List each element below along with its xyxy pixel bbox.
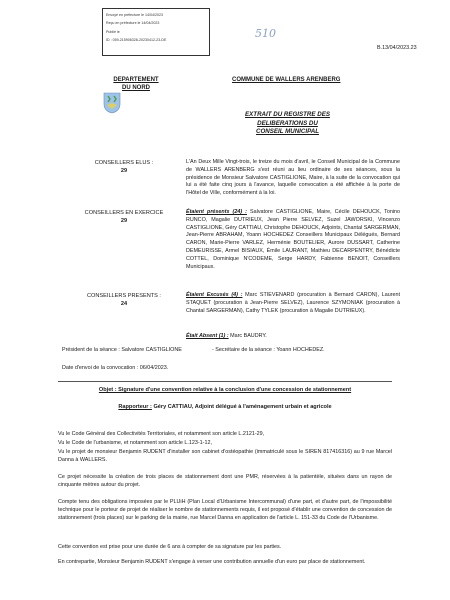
body-paragraph: Vu le Code Général des Collectivités Territoriales, et notamment son article L.2121-29, <box>58 431 265 437</box>
absent-text: Marc BAUDRY. <box>230 333 267 339</box>
absent-paragraph <box>186 333 336 341</box>
presents-label: CONSEILLERS PRESENTS : <box>87 293 161 299</box>
secretary-line: - Secrétaire de la séance : Yoann HOCHEDEZ. <box>212 347 325 353</box>
divider <box>58 381 392 382</box>
exercice-label: CONSEILLERS EN EXERCICE <box>84 210 164 216</box>
rapporteur-line <box>58 404 392 410</box>
body-paragraph: En contrepartie, Monsieur Benjamin RUDENT s'engage à verser une contribution annuelle d'un euro par place de stationnement. <box>58 559 366 565</box>
prefecture-stamp <box>102 8 210 56</box>
extract-title-line-2: CONSEIL MUNICIPAL <box>255 128 320 135</box>
excused-lead: Étaient Excusés (4) : <box>186 292 243 298</box>
absent-lead: Était Absent (1) : <box>186 333 229 339</box>
present-members-text: Salvatore CASTIGLIONE, Maire, Cécile DEHOUCK, Tonino RUNCO, Magalie DUTRIEUX, Jean Pierre SELVEZ, Suzel JAWORSKI, Vincenzo CASTIGLIONE, Géry CATTIAU, Christophe DEHOUCK, Adjoints, Chantal SARGERMAN, Jean-Pierre ABRAHAM, Yoann HOCHEDEZ Conseillers Municipaux Délégués, Bernard CARON, Marie-Pierre VARLEZ, Herménie BOUTELIER, Aurore DUSSART, Catherine DEMEURISSE, Armel BISIAUX, Émile LAURANT, Mathieu DECARPENTRY, Bénédicte COTTEL, Dominique N'CODEME, Serge HARDY, Fabienne BENOIT, Conseillers Municipaux. <box>186 209 401 270</box>
department-line-1: DEPARTEMENT <box>113 77 159 83</box>
exercice-count: 29 <box>120 218 128 224</box>
stamp-line: Reçu en préfecture le 14/04/2023 <box>106 21 160 26</box>
elus-label-block <box>78 159 170 175</box>
session-intro-paragraph: L'An Deux Mille Vingt-trois, le treize du mois d'avril, le Conseil Municipal de la Commune de WALLERS ARENBERG s'est réuni au lieu ordinaire de ses séances, sous la présidence de Monsieur Salvatore CASTIGLIONE, Maire, à la suite de la convocation qui lui a été faite cinq jours à l'avance, laquelle convocation a été affichée à la porte de l'Hôtel de Ville, conformément à la loi. <box>186 159 400 197</box>
elus-count: 29 <box>120 168 128 174</box>
extract-title <box>220 111 355 137</box>
elus-label: CONSEILLERS ELUS : <box>94 160 154 166</box>
present-lead: Étaient présents (24) : <box>186 209 247 215</box>
present-members-paragraph <box>186 209 400 271</box>
body-paragraph: Ce projet nécessite la création de trois places de stationnement dont une PMR, réservées à la patientèle, situées dans un rayon de cinquante mètres autour du projet. <box>58 474 392 488</box>
document-reference: B.13/04/2023.23 <box>377 45 417 51</box>
department-heading <box>100 76 172 92</box>
commune-heading: COMMUNE DE WALLERS ARENBERG <box>232 77 341 83</box>
rapporteur-text: Géry CATTIAU, Adjoint délégué à l'aménagement urbain et agricole <box>153 404 332 410</box>
stamp-line: Envoyé en préfecture le 14/04/2023 <box>106 13 163 17</box>
president-line: Président de la séance : Salvatore CASTIGLIONE <box>62 347 182 353</box>
department-line-2: DU NORD <box>122 85 150 91</box>
presents-count: 24 <box>120 301 128 307</box>
extract-title-line-1: EXTRAIT DU REGISTRE DES DELIBERATIONS DU <box>245 111 330 127</box>
objet-heading: Objet : Signature d'une convention relative à la conclusion d'une concession de stationnement <box>98 387 352 393</box>
excused-members-text: Marc STIEVENARD (procuration à Bernard CARON), Laurent STAQUET (procuration à Jean-Pierre SELVEZ), Laurence SZYMONIAK (procuration à Chantal SARGERMAN), Cathy TYLEK (procuration à Magalie DUTRIEUX). <box>186 292 400 314</box>
exercice-label-block <box>78 209 170 225</box>
stamp-line: ID : 059-215906328-20230412-23-DE <box>106 38 167 43</box>
handwritten-note: 510 <box>255 27 276 40</box>
commune-crest-icon <box>103 92 121 114</box>
body-paragraph: Vu le projet de monsieur Benjamin RUDENT d'installer son cabinet d'ostéopathie (immatriculé sous le SIREN 817416316) au 9 rue Marcel Danna à WALLERS. <box>58 449 392 463</box>
excused-members-paragraph <box>186 292 400 315</box>
body-paragraph: Vu le Code de l'urbanisme, et notamment son article L.123-1-12, <box>58 440 212 446</box>
body-paragraph: Cette convention est prise pour une durée de 6 ans à compter de sa signature par les parties. <box>58 544 282 550</box>
convocation-date-line: Date d'envoi de la convocation : 06/04/2023. <box>62 365 169 371</box>
presents-label-block <box>78 292 170 308</box>
rapporteur-label: Rapporteur : <box>118 404 152 410</box>
stamp-line: Publié le <box>106 29 120 34</box>
body-paragraph: Compte tenu des obligations imposées par le PLUiH (Plan Local d'Urbanisme Intercommunal) d'une part, et d'autre part, de l'impossibilité technique pour le porteur de projet de réaliser le nombre de stationnements requis, il est proposé d'établir une convention de concession de stationnement (trois places) sur le parking de la mairie, rue Marcel Danna en application de l'article L. 151-33 du Code de l'Urbanisme. <box>58 499 392 521</box>
